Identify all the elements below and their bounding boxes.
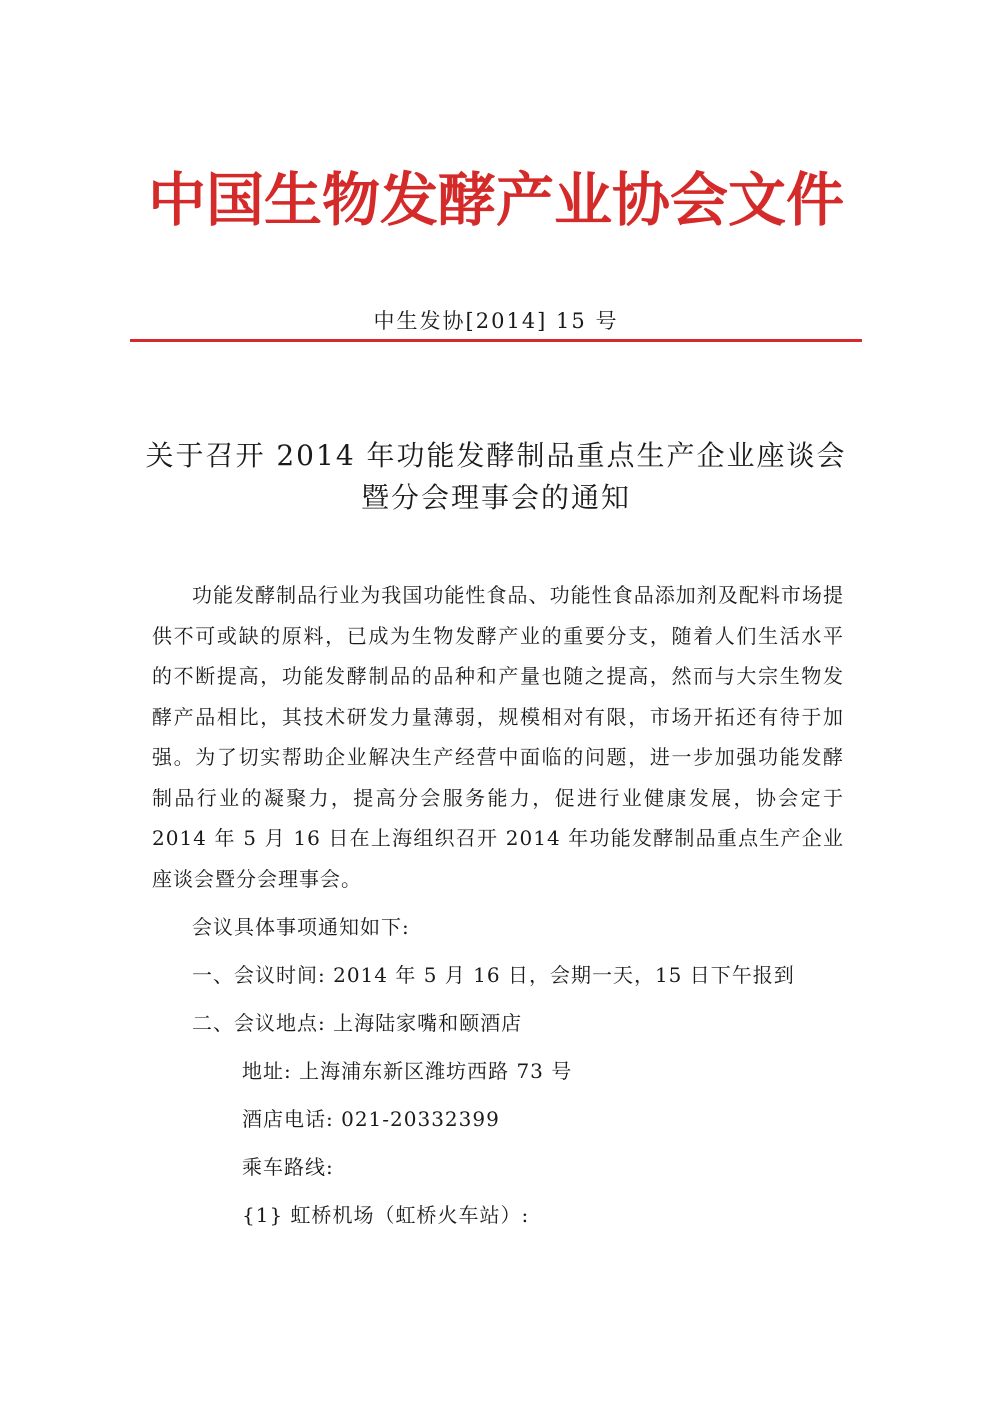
notice-title-line-1: 关于召开 2014 年功能发酵制品重点生产企业座谈会 (145, 439, 847, 472)
route-label: 乘车路线: (242, 1155, 334, 1179)
hotel-address: 地址: 上海浦东新区潍坊西路 73 号 (242, 1059, 573, 1083)
details-intro: 会议具体事项通知如下: (192, 915, 410, 939)
hotel-phone: 酒店电话: 021-20332399 (242, 1107, 500, 1131)
header-divider (130, 339, 862, 342)
meeting-time-item: 一、会议时间: 2014 年 5 月 16 日，会期一天，15 日下午报到 (192, 963, 795, 987)
notice-title (0, 435, 992, 519)
meeting-location-item: 二、会议地点: 上海陆家嘴和颐酒店 (192, 1011, 523, 1035)
org-document-header: 中国生物发酵产业协会文件 (147, 166, 844, 234)
notice-title-line-2: 暨分会理事会的通知 (360, 481, 631, 514)
route-hongqiao: {1} 虹桥机场（虹桥火车站）: (242, 1203, 530, 1227)
intro-paragraph: 功能发酵制品行业为我国功能性食品、功能性食品添加剂及配料市场提供不可或缺的原料，已成为生物发酵产业的重要分支，随着人们生活水平的不断提高，功能发酵制品的品种和产量也随之提高，然而与大宗生物发酵产品相比，其技术研发力量薄弱，规模相对有限，市场开拓还有待于加强。为了切实帮助企业解决生产经营中面临的问题，进一步加强功能发酵制品行业的凝聚力，提高分会服务能力，促进行业健康发展，协会定于 2014 年 5 月 16 日在上海组织召开 2014 年功能发酵制品重点生产企业座谈会暨分会理事会。 (152, 583, 844, 891)
document-number: 中生发协[2014] 15 号 (373, 309, 619, 333)
notice-body (152, 575, 844, 1239)
